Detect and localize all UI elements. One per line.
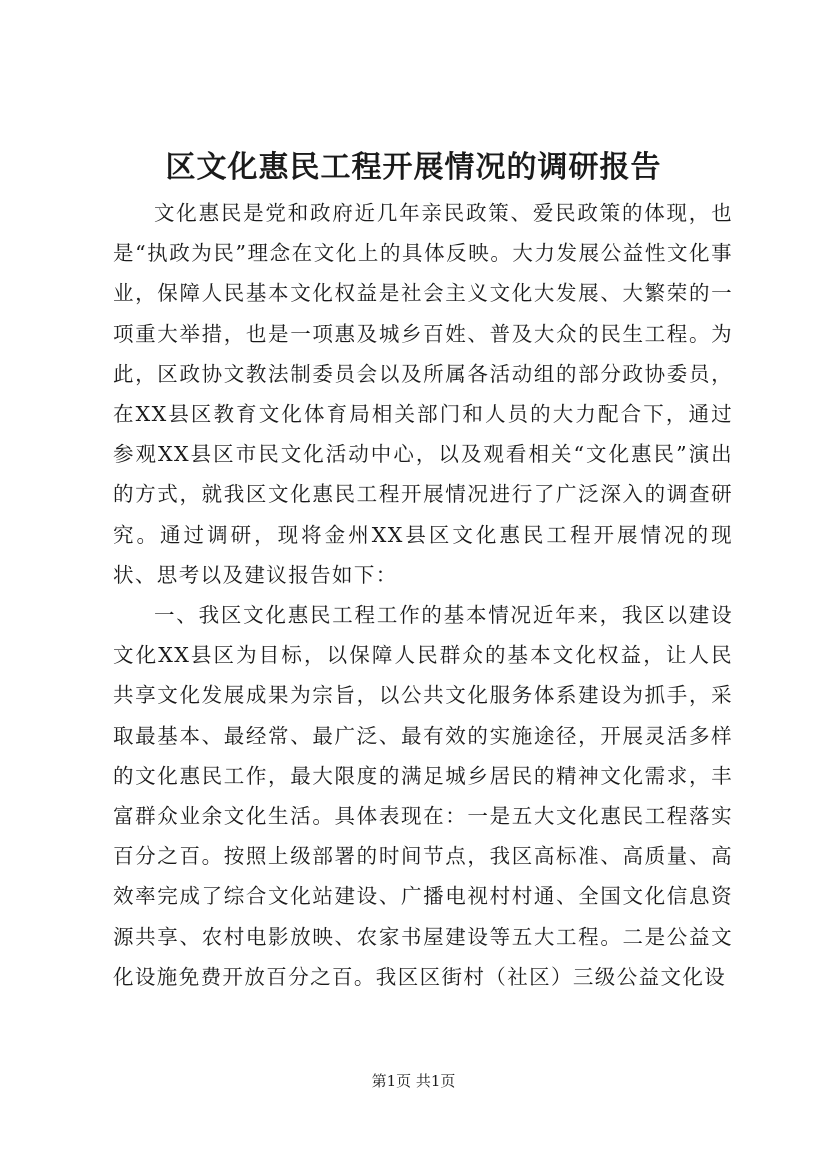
- document-body: [113, 193, 733, 997]
- page-footer: 第1页 共1页: [371, 1072, 456, 1090]
- paragraph-section-1: 一、我区文化惠民工程工作的基本情况近年来，我区以建设文化XX县区为目标，以保障人民群众的基本文化权益，让人民共享文化发展成果为宗旨，以公共文化服务体系建设为抓手，采取最基本、最经常、最广泛、最有效的实施途径，开展灵活多样的文化惠民工作，最大限度的满足城乡居民的精神文化需求，丰富群众业余文化生活。具体表现在：一是五大文化惠民工程落实百分之百。按照上级部署的时间节点，我区高标准、高质量、高效率完成了综合文化站建设、广播电视村村通、全国文化信息资源共享、农村电影放映、农家书屋建设等五大工程。二是公益文化设施免费开放百分之百。我区区街村（社区）三级公益文化设: [113, 603, 733, 989]
- paragraph-intro: 文化惠民是党和政府近几年亲民政策、爱民政策的体现，也是“执政为民”理念在文化上的具体反映。大力发展公益性文化事业，保障人民基本文化权益是社会主义文化大发展、大繁荣的一项重大举措，也是一项惠及城乡百姓、普及大众的民生工程。为此，区政协文教法制委员会以及所属各活动组的部分政协委员，在XX县区教育文化体育局相关部门和人员的大力配合下，通过参观XX县区市民文化活动中心，以及观看相关“文化惠民”演出的方式，就我区文化惠民工程开展情况进行了广泛深入的调查研究。通过调研，现将金州XX县区文化惠民工程开展情况的现状、思考以及建议报告如下：: [113, 201, 733, 587]
- page-title: 区文化惠民工程开展情况的调研报告: [165, 150, 662, 185]
